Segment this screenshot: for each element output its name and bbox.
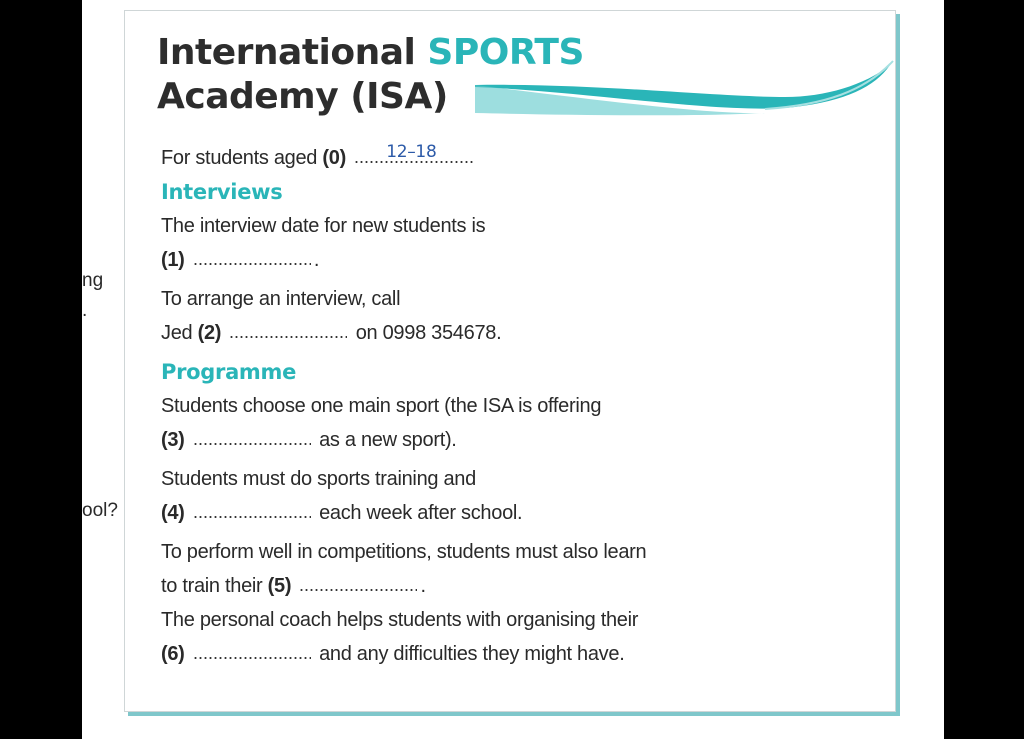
example-number: (0) <box>322 147 346 169</box>
question-number: (4) <box>161 502 185 524</box>
question-number: (3) <box>161 429 185 451</box>
question-1 <box>161 243 861 277</box>
programme-line: Students must do sports training and <box>161 468 476 490</box>
interviews-heading: Interviews <box>161 180 283 204</box>
question-4 <box>161 496 861 530</box>
intro-line <box>161 141 861 175</box>
notes-card <box>124 10 896 712</box>
question-text: Jed <box>161 322 193 344</box>
cut-off-text: ool? <box>82 500 118 521</box>
cut-off-text: ng <box>82 270 104 291</box>
title-line2: Academy (ISA) <box>157 76 448 117</box>
question-text: on 0998 354678. <box>355 322 502 344</box>
question-2 <box>161 316 861 350</box>
question-text: and any difficulties they might have. <box>319 643 625 665</box>
programme-line: The personal coach helps students with organising their <box>161 609 639 631</box>
question-text: each week after school. <box>319 502 523 524</box>
answer-blank-2[interactable] <box>229 319 347 339</box>
answer-blank-6[interactable] <box>193 640 311 660</box>
question-5 <box>161 569 861 603</box>
programme-line: Students choose one main sport (the ISA is offering <box>161 395 602 417</box>
example-answer-blank <box>354 142 474 164</box>
question-number: (5) <box>267 575 292 597</box>
question-text: . <box>313 249 320 271</box>
cut-off-text: . <box>82 300 88 321</box>
answer-blank-3[interactable] <box>193 426 311 446</box>
interview-line: The interview date for new students is <box>161 215 486 237</box>
question-number: (2) <box>197 322 222 344</box>
title-line1: International <box>157 32 428 73</box>
question-number: (6) <box>161 643 185 665</box>
answer-blank-5[interactable] <box>299 572 417 592</box>
title-sports: SPORTS <box>427 32 584 73</box>
teal-swoosh-graphic <box>465 51 895 121</box>
programme-heading: Programme <box>161 360 297 384</box>
question-number: (1) <box>161 249 185 271</box>
interview-line: To arrange an interview, call <box>161 288 401 310</box>
answer-blank-4[interactable] <box>193 499 311 519</box>
programme-line: To perform well in competitions, students must also learn <box>161 541 647 563</box>
question-text: . <box>420 575 426 597</box>
intro-text: For students aged <box>161 147 318 169</box>
question-3 <box>161 423 861 457</box>
answer-blank-1[interactable] <box>193 246 311 266</box>
question-text: to train their <box>161 575 263 597</box>
question-6 <box>161 637 861 671</box>
example-answer: 12–18 <box>386 142 437 162</box>
notes-content <box>161 141 861 671</box>
question-text: as a new sport). <box>319 429 457 451</box>
